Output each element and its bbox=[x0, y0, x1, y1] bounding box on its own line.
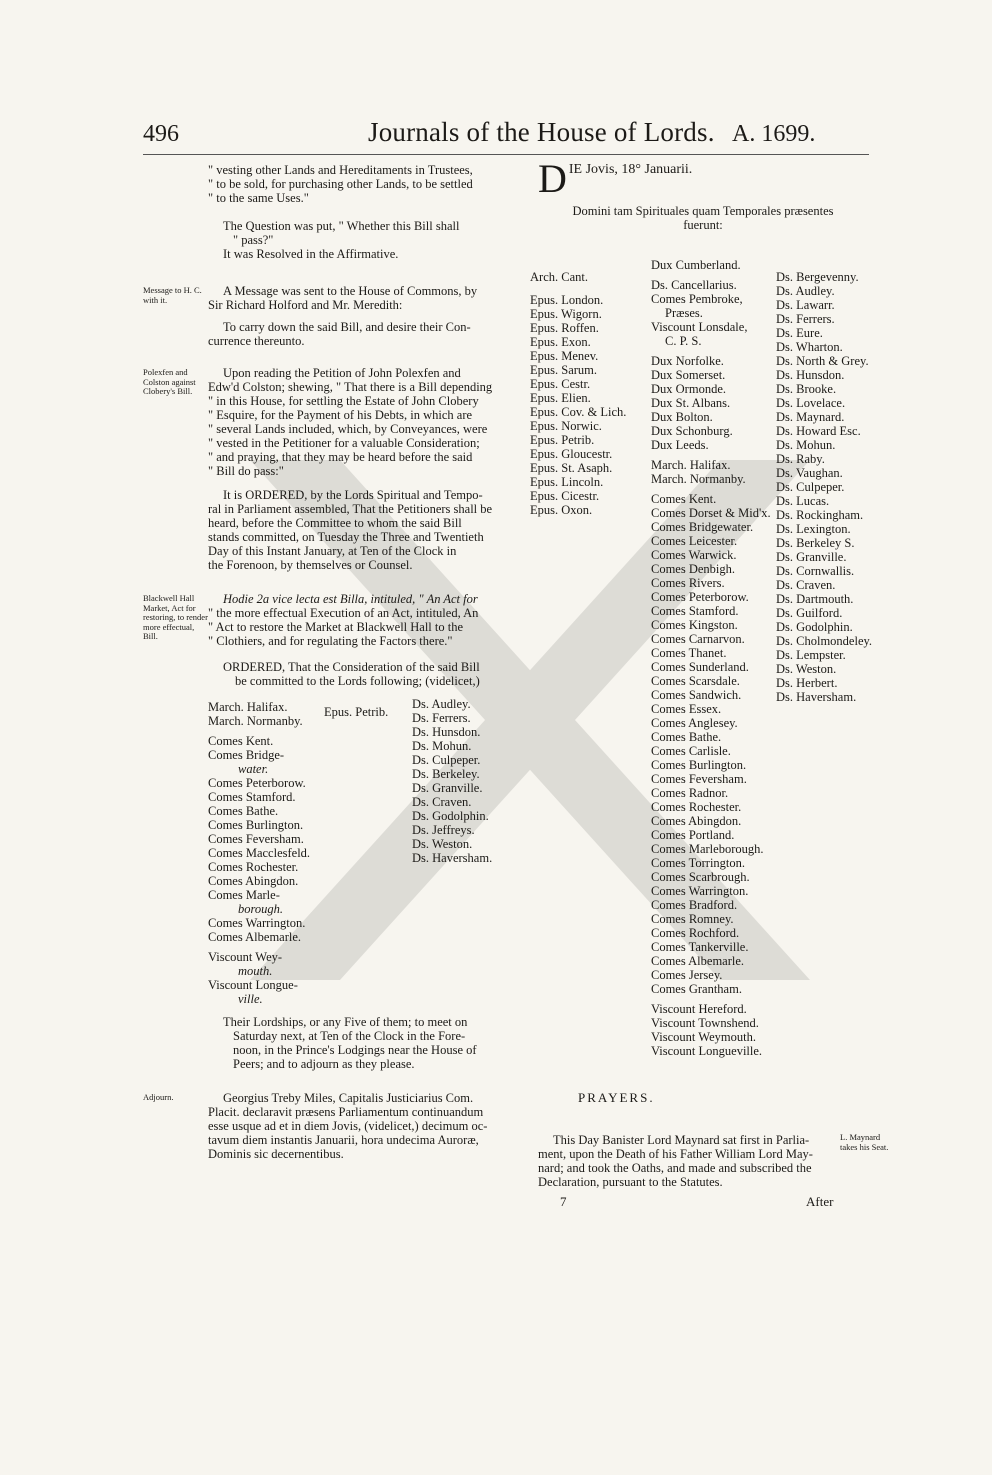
list-item: Comes Rochester. bbox=[208, 860, 299, 874]
page-number: 496 bbox=[143, 121, 179, 147]
list-item: Ds. Eure. bbox=[776, 326, 823, 340]
spiritual-lords-list bbox=[530, 270, 650, 517]
list-item: Ds. Haversham. bbox=[412, 851, 493, 865]
list-item: Epus. Norwic. bbox=[530, 419, 602, 433]
list-item: Ds. Weston. bbox=[412, 837, 473, 851]
list-item: Viscount Hereford. bbox=[651, 1002, 747, 1016]
list-item: Epus. Exon. bbox=[530, 335, 591, 349]
text-line: " pass?" bbox=[233, 233, 274, 247]
list-item: Ds. Haversham. bbox=[776, 690, 857, 704]
list-item: Comes Rivers. bbox=[651, 576, 725, 590]
list-item: Arch. Cant. bbox=[530, 270, 588, 284]
list-item: March. Normanby. bbox=[208, 714, 303, 728]
list-item: Ds. Maynard. bbox=[776, 410, 845, 424]
list-item: Ds. Cancellarius. bbox=[651, 278, 737, 292]
list-item: Ds. Jeffreys. bbox=[412, 823, 475, 837]
list-item: Viscount Longue- bbox=[208, 978, 298, 992]
list-item: Ds. Mohun. bbox=[776, 438, 836, 452]
list-item: Epus. St. Asaph. bbox=[530, 461, 613, 475]
list-item: Comes Peterborow. bbox=[208, 776, 306, 790]
list-item: Comes Feversham. bbox=[208, 832, 304, 846]
list-item: Viscount Longueville. bbox=[651, 1044, 763, 1058]
list-item: Ds. Ferrers. bbox=[412, 711, 471, 725]
list-item: Epus. Wigorn. bbox=[530, 307, 602, 321]
committee-paragraph bbox=[223, 660, 533, 688]
list-item: Comes Peterborow. bbox=[651, 590, 749, 604]
list-item: Comes Stamford. bbox=[651, 604, 739, 618]
text-line: ORDERED, That the Consideration of the said Bill bbox=[223, 660, 480, 674]
list-item: Ds. Cornwallis. bbox=[776, 564, 855, 578]
list-item: Comes Macclesfeld. bbox=[208, 846, 311, 860]
list-item: ville. bbox=[238, 992, 263, 1006]
margin-note-message: Message to H. C. with it. bbox=[143, 285, 202, 305]
list-item: Comes Romney. bbox=[651, 912, 734, 926]
text-line: fuerunt: bbox=[683, 218, 723, 232]
spacer bbox=[530, 284, 650, 293]
list-item: Ds. Lawarr. bbox=[776, 298, 835, 312]
list-item: Epus. Petrib. bbox=[324, 705, 389, 719]
text-line: stands committed, on Tuesday the Three and Twentieth bbox=[208, 530, 484, 544]
barons-list bbox=[776, 270, 886, 704]
list-item: Epus. Roffen. bbox=[530, 321, 599, 335]
text-line: " vested in the Petitioner for a valuable Consideration; bbox=[208, 436, 480, 450]
list-item: Comes Feversham. bbox=[651, 772, 747, 786]
list-item: Dux Schonburg. bbox=[651, 424, 733, 438]
text-line: " several Lands included, which, by Conveyances, were bbox=[208, 422, 488, 436]
list-item: Comes Bradford. bbox=[651, 898, 738, 912]
header-rule bbox=[143, 154, 869, 155]
list-item: Ds. Audley. bbox=[412, 697, 471, 711]
text-line: Dominis sic decernentibus. bbox=[208, 1147, 344, 1161]
list-item: Epus. Menev. bbox=[530, 349, 599, 363]
list-item: Epus. Gloucestr. bbox=[530, 447, 613, 461]
list-item: Comes Leicester. bbox=[651, 534, 738, 548]
list-item: Viscount Wey- bbox=[208, 950, 283, 964]
list-item: Ds. Weston. bbox=[776, 662, 837, 676]
list-item: Ds. Granville. bbox=[412, 781, 483, 795]
list-item: Comes Albemarle. bbox=[651, 954, 745, 968]
intro-quote bbox=[208, 163, 528, 205]
lordships-paragraph bbox=[223, 1015, 533, 1071]
hodie-paragraph bbox=[208, 592, 528, 648]
date-heading bbox=[538, 156, 868, 201]
list-item: Epus. Elien. bbox=[530, 391, 591, 405]
text-line: esse usque ad et in diem Jovis, (videlicet,) decimum oc- bbox=[208, 1119, 488, 1133]
list-item: Epus. Petrib. bbox=[530, 433, 595, 447]
list-item: Dux Norfolke. bbox=[651, 354, 724, 368]
text-line: Saturday next, at Ten of the Clock in the Fore- bbox=[233, 1029, 466, 1043]
list-item: Comes Abingdon. bbox=[651, 814, 742, 828]
list-item: Dux Somerset. bbox=[651, 368, 726, 382]
text-line: " Act to restore the Market at Blackwell Hall to the bbox=[208, 620, 464, 634]
list-item: Comes Rochford. bbox=[651, 926, 740, 940]
text-line: " to be sold, for purchasing other Lands, to be settled bbox=[208, 177, 473, 191]
list-item: Epus. Cicestr. bbox=[530, 489, 600, 503]
text-line: currence thereunto. bbox=[208, 334, 305, 348]
list-item: Ds. Craven. bbox=[412, 795, 472, 809]
temporal-lords-list bbox=[651, 258, 777, 1058]
list-item: Comes Bridgewater. bbox=[651, 520, 754, 534]
list-item: Comes Scarsdale. bbox=[651, 674, 740, 688]
list-item: Comes Stamford. bbox=[208, 790, 296, 804]
list-item: Ds. Craven. bbox=[776, 578, 836, 592]
list-item: Ds. Berkeley S. bbox=[776, 536, 855, 550]
list-item: Viscount Lonsdale, bbox=[651, 320, 748, 334]
signature-mark: 7 bbox=[560, 1194, 567, 1209]
list-item: Epus. Oxon. bbox=[530, 503, 593, 517]
text-line: Declaration, pursuant to the Statutes. bbox=[538, 1175, 723, 1189]
list-item: Viscount Weymouth. bbox=[651, 1030, 756, 1044]
list-item: Ds. Godolphin. bbox=[412, 809, 489, 823]
list-item: Comes Pembroke, bbox=[651, 292, 743, 306]
text-line: Georgius Treby Miles, Capitalis Justiciarius Com. bbox=[223, 1091, 474, 1105]
margin-note-polexfen: Polexfen and Colston against Clobery's Bill. bbox=[143, 367, 196, 396]
text-line: heard, before the Committee to whom the said Bill bbox=[208, 516, 462, 530]
text-line: be committed to the Lords following; (videlicet,) bbox=[235, 674, 480, 688]
committee-list-barons bbox=[412, 697, 522, 865]
list-item: Comes Bathe. bbox=[651, 730, 722, 744]
carry-paragraph bbox=[208, 320, 533, 348]
list-item: Ds. Wharton. bbox=[776, 340, 843, 354]
list-item: Comes Denbigh. bbox=[651, 562, 736, 576]
text-line: It is ORDERED, by the Lords Spiritual and Tempo- bbox=[223, 488, 483, 502]
text-line: noon, in the Prince's Lodgings near the House of bbox=[233, 1043, 477, 1057]
text-line: Day of this Instant January, at Ten of the Clock in bbox=[208, 544, 457, 558]
margin-note-adjourn: Adjourn. bbox=[143, 1092, 174, 1102]
text-line: " Esquire, for the Payment of his Debts, in which are bbox=[208, 408, 473, 422]
page-title: Journals of the House of Lords. bbox=[368, 117, 715, 147]
list-item: Dux Leeds. bbox=[651, 438, 709, 452]
text-line: The Question was put, " Whether this Bill shall bbox=[223, 219, 460, 233]
text-line: This Day Banister Lord Maynard sat first in Parlia- bbox=[553, 1133, 810, 1147]
list-item: Comes Burlington. bbox=[651, 758, 747, 772]
list-item: Epus. Cestr. bbox=[530, 377, 591, 391]
text-line: To carry down the said Bill, and desire their Con- bbox=[223, 320, 471, 334]
list-item: Ds. Rockingham. bbox=[776, 508, 864, 522]
text-line: " Clothiers, and for regulating the Factors there." bbox=[208, 634, 453, 648]
list-item: March. Halifax. bbox=[208, 700, 288, 714]
list-item: Ds. Lucas. bbox=[776, 494, 830, 508]
list-item: Dux St. Albans. bbox=[651, 396, 731, 410]
text-line: Peers; and to adjourn as they please. bbox=[233, 1057, 415, 1071]
list-item: Dux Ormonde. bbox=[651, 382, 726, 396]
list-item: Comes Burlington. bbox=[208, 818, 304, 832]
list-item: Comes Kent. bbox=[651, 492, 717, 506]
text-line: ral in Parliament assembled, That the Petitioners shall be bbox=[208, 502, 493, 516]
list-item: Comes Essex. bbox=[651, 702, 722, 716]
list-item: Epus. Lincoln. bbox=[530, 475, 604, 489]
list-item: C. P. S. bbox=[665, 334, 702, 348]
list-item: Ds. Granville. bbox=[776, 550, 847, 564]
list-item: Comes Radnor. bbox=[651, 786, 729, 800]
list-item: Comes Grantham. bbox=[651, 982, 742, 996]
text-line: nard; and took the Oaths, and made and subscribed the bbox=[538, 1161, 812, 1175]
adjourn-paragraph bbox=[208, 1091, 528, 1161]
present-heading bbox=[538, 204, 868, 232]
committee-list-bishops bbox=[324, 705, 414, 719]
list-item: Comes Thanet. bbox=[651, 646, 727, 660]
list-item: Comes Marle- bbox=[208, 888, 280, 902]
list-item: Comes Anglesey. bbox=[651, 716, 738, 730]
list-item: Epus. Cov. & Lich. bbox=[530, 405, 627, 419]
petition-paragraph bbox=[208, 366, 528, 478]
list-item: Ds. Howard Esc. bbox=[776, 424, 861, 438]
margin-note-maynard: L. Maynard takes his Seat. bbox=[840, 1132, 889, 1152]
list-item: Comes Rochester. bbox=[651, 800, 742, 814]
text-line: " the more effectual Execution of an Act, intituled, An bbox=[208, 606, 479, 620]
list-item: Comes Torrington. bbox=[651, 856, 746, 870]
text-line: " vesting other Lands and Hereditaments in Trustees, bbox=[208, 163, 473, 177]
text-line: " and praying, that they may be heard before the said bbox=[208, 450, 473, 464]
list-item: Comes Dorset & Mid'x. bbox=[651, 506, 771, 520]
list-item: Comes Warwick. bbox=[651, 548, 737, 562]
list-item: Ds. Lovelace. bbox=[776, 396, 846, 410]
list-item: water. bbox=[238, 762, 269, 776]
text-line: Placit. declaravit præsens Parliamentum continuandum bbox=[208, 1105, 484, 1119]
margin-note-blackwell: Blackwell Hall Market, Act for restoring, to render more effectual, Bill. bbox=[143, 593, 208, 641]
list-item: Ds. Lexington. bbox=[776, 522, 851, 536]
list-item: Comes Carnarvon. bbox=[651, 632, 745, 646]
dropcap-letter: D bbox=[538, 156, 567, 201]
list-item: Dux Cumberland. bbox=[651, 258, 741, 272]
text-line: Sir Richard Holford and Mr. Meredith: bbox=[208, 298, 403, 312]
committee-list-earls bbox=[208, 700, 318, 1006]
text-line: It was Resolved in the Affirmative. bbox=[223, 247, 399, 261]
list-item: Ds. Hunsdon. bbox=[776, 368, 845, 382]
text-line: Upon reading the Petition of John Polexfen and bbox=[223, 366, 461, 380]
list-item: Comes Scarbrough. bbox=[651, 870, 750, 884]
list-item: Ds. Herbert. bbox=[776, 676, 838, 690]
text-line: A Message was sent to the House of Commons, by bbox=[223, 284, 478, 298]
list-item: Epus. Sarum. bbox=[530, 363, 598, 377]
message-paragraph bbox=[208, 284, 533, 312]
list-item: Ds. Guilford. bbox=[776, 606, 843, 620]
text-line: tavum diem instantis Januarii, hora undecima Auroræ, bbox=[208, 1133, 479, 1147]
text-line: ment, upon the Death of his Father William Lord May- bbox=[538, 1147, 813, 1161]
text-line: the Forenoon, by themselves or Counsel. bbox=[208, 558, 413, 572]
text-line: Edw'd Colston; shewing, " That there is a Bill depending bbox=[208, 380, 493, 394]
list-item: Comes Carlisle. bbox=[651, 744, 731, 758]
list-item: March. Halifax. bbox=[651, 458, 731, 472]
list-item: Comes Tankerville. bbox=[651, 940, 749, 954]
list-item: March. Normanby. bbox=[651, 472, 746, 486]
list-item: mouth. bbox=[238, 964, 273, 978]
date-heading-text: IE Jovis, 18° Januarii. bbox=[568, 162, 693, 177]
list-item: Comes Warrington. bbox=[208, 916, 306, 930]
list-item: Ds. Raby. bbox=[776, 452, 825, 466]
list-item: Comes Kent. bbox=[208, 734, 274, 748]
list-item: Ds. Dartmouth. bbox=[776, 592, 854, 606]
list-item: Comes Portland. bbox=[651, 828, 735, 842]
list-item: Comes Abingdon. bbox=[208, 874, 299, 888]
list-item: Comes Warrington. bbox=[651, 884, 749, 898]
text-line: Their Lordships, or any Five of them; to meet on bbox=[223, 1015, 468, 1029]
list-item: Comes Bathe. bbox=[208, 804, 279, 818]
question-put bbox=[223, 219, 533, 261]
prayers-heading: PRAYERS. bbox=[578, 1090, 655, 1105]
list-item: Ds. Godolphin. bbox=[776, 620, 853, 634]
list-item: Comes Jersey. bbox=[651, 968, 723, 982]
list-item: Comes Sandwich. bbox=[651, 688, 742, 702]
list-item: borough. bbox=[238, 902, 284, 916]
list-item: Ds. Bergevenny. bbox=[776, 270, 859, 284]
text-line: Domini tam Spirituales quam Temporales præsentes bbox=[572, 204, 834, 218]
text-line: " in this House, for settling the Estate of John Clobery bbox=[208, 394, 479, 408]
text-line: Hodie 2a vice lecta est Billa, intituled, " An Act for bbox=[223, 592, 478, 606]
list-item: Ds. North & Grey. bbox=[776, 354, 869, 368]
list-item: Ds. Culpeper. bbox=[412, 753, 481, 767]
list-item: Dux Bolton. bbox=[651, 410, 713, 424]
list-item: Ds. Vaughan. bbox=[776, 466, 843, 480]
list-item: Ds. Mohun. bbox=[412, 739, 472, 753]
list-item: Viscount Townshend. bbox=[651, 1016, 759, 1030]
list-item: Ds. Brooke. bbox=[776, 382, 837, 396]
maynard-paragraph bbox=[538, 1133, 838, 1189]
list-item: Ds. Audley. bbox=[776, 284, 835, 298]
list-item: Præses. bbox=[665, 306, 703, 320]
ordered-paragraph bbox=[208, 488, 528, 572]
catchword: After bbox=[806, 1194, 834, 1209]
list-item: Comes Marleborough. bbox=[651, 842, 764, 856]
list-item: Ds. Lempster. bbox=[776, 648, 846, 662]
list-item: Comes Sunderland. bbox=[651, 660, 749, 674]
text-line: " Bill do pass:" bbox=[208, 464, 284, 478]
list-item: Comes Bridge- bbox=[208, 748, 285, 762]
list-item: Ds. Hunsdon. bbox=[412, 725, 481, 739]
list-item: Ds. Cholmondeley. bbox=[776, 634, 873, 648]
list-item: Ds. Berkeley. bbox=[412, 767, 480, 781]
text-line: " to the same Uses." bbox=[208, 191, 309, 205]
list-item: Epus. London. bbox=[530, 293, 604, 307]
page-year: A. 1699. bbox=[732, 121, 816, 147]
list-item: Comes Kingston. bbox=[651, 618, 738, 632]
list-item: Ds. Culpeper. bbox=[776, 480, 845, 494]
list-item: Ds. Ferrers. bbox=[776, 312, 835, 326]
list-item: Comes Albemarle. bbox=[208, 930, 302, 944]
